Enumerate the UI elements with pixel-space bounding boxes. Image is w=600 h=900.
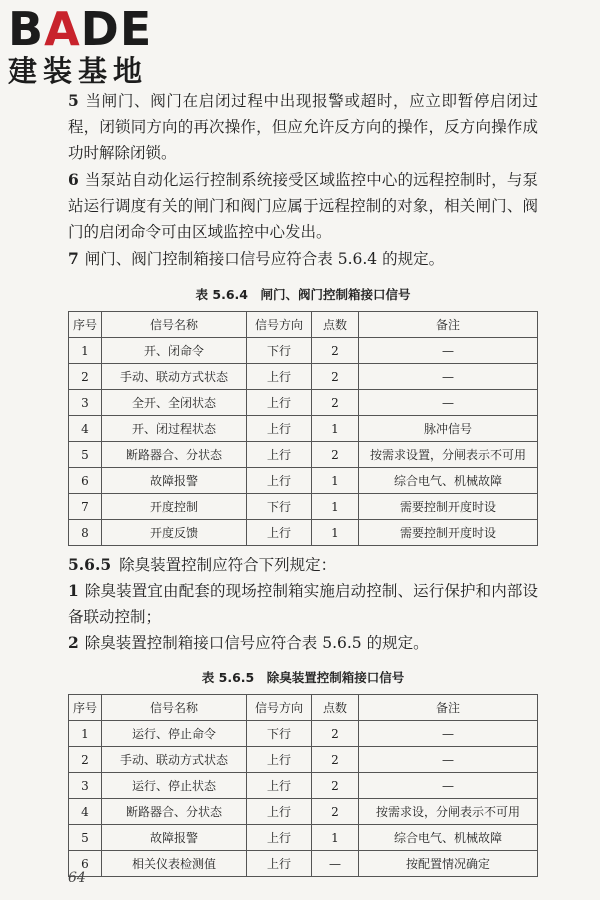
col-header: 备注 bbox=[359, 312, 538, 338]
cell: 综合电气、机械故障 bbox=[359, 468, 538, 494]
cell: 断路器合、分状态 bbox=[102, 442, 247, 468]
cell: 1 bbox=[312, 416, 359, 442]
cell: 1 bbox=[312, 468, 359, 494]
paragraph-number: 7 bbox=[68, 249, 79, 268]
cell: 需要控制开度时设 bbox=[359, 494, 538, 520]
cell: 上行 bbox=[247, 364, 312, 390]
cell: 6 bbox=[69, 468, 102, 494]
cell: — bbox=[359, 773, 538, 799]
cell: 2 bbox=[312, 799, 359, 825]
table-row bbox=[69, 721, 538, 747]
cell: 2 bbox=[312, 364, 359, 390]
cell: 3 bbox=[69, 390, 102, 416]
cell: 2 bbox=[312, 773, 359, 799]
cell: — bbox=[359, 364, 538, 390]
cell: 综合电气、机械故障 bbox=[359, 825, 538, 851]
table-row bbox=[69, 747, 538, 773]
table-row bbox=[69, 338, 538, 364]
cell: 7 bbox=[69, 494, 102, 520]
table-row bbox=[69, 520, 538, 546]
paragraph-text: 当闸门、阀门在启闭过程中出现报警或超时，应立即暂停启闭过程，闭锁同方向的再次操作，但应允许反方向的操作，反方向操作成功时解除闭锁。 bbox=[68, 92, 538, 162]
col-header: 序号 bbox=[69, 312, 102, 338]
table-row bbox=[69, 825, 538, 851]
item-number: 2 bbox=[68, 633, 79, 652]
cell: — bbox=[359, 390, 538, 416]
cell: 开度控制 bbox=[102, 494, 247, 520]
cell: 故障报警 bbox=[102, 468, 247, 494]
cell: 上行 bbox=[247, 390, 312, 416]
cell: 开、闭过程状态 bbox=[102, 416, 247, 442]
clause-5-6-5 bbox=[68, 552, 538, 578]
paragraph-7 bbox=[68, 246, 538, 272]
cell: 按需求设置，分闸表示不可用 bbox=[359, 442, 538, 468]
cell: 按配置情况确定 bbox=[359, 851, 538, 877]
cell: 故障报警 bbox=[102, 825, 247, 851]
cell: 按需求设，分闸表示不可用 bbox=[359, 799, 538, 825]
table-caption-5-6-4: 表 5.6.4 闸门、阀门控制箱接口信号 bbox=[195, 287, 411, 302]
page-number: 64 bbox=[68, 870, 86, 886]
cell: 手动、联动方式状态 bbox=[102, 747, 247, 773]
cell: 下行 bbox=[247, 338, 312, 364]
table-header-row bbox=[69, 312, 538, 338]
item-text: 除臭装置控制箱接口信号应符合表 5.6.5 的规定。 bbox=[84, 634, 429, 652]
table-caption-5-6-5: 表 5.6.5 除臭装置控制箱接口信号 bbox=[201, 670, 405, 685]
cell: 2 bbox=[312, 390, 359, 416]
cell: 手动、联动方式状态 bbox=[102, 364, 247, 390]
cell: 6 bbox=[69, 851, 102, 877]
table-row bbox=[69, 442, 538, 468]
cell: 全开、全闭状态 bbox=[102, 390, 247, 416]
cell: 5 bbox=[69, 825, 102, 851]
cell: 上行 bbox=[247, 468, 312, 494]
paragraph-text: 闸门、阀门控制箱接口信号应符合表 5.6.4 的规定。 bbox=[84, 250, 445, 268]
table-row bbox=[69, 851, 538, 877]
cell: — bbox=[359, 338, 538, 364]
cell: 上行 bbox=[247, 747, 312, 773]
cell: 1 bbox=[312, 520, 359, 546]
paragraph-text: 当泵站自动化运行控制系统接受区域监控中心的远程控制时，与泵站运行调度有关的闸门和阀门应属于远程控制的对象，相关闸门、阀门的启闭命令可由区域监控中心发出。 bbox=[68, 171, 538, 241]
table-row bbox=[69, 364, 538, 390]
cell: 上行 bbox=[247, 799, 312, 825]
clause-number: 5.6.5 bbox=[68, 555, 112, 574]
cell: 2 bbox=[312, 721, 359, 747]
col-header: 信号方向 bbox=[247, 312, 312, 338]
col-header: 信号名称 bbox=[102, 695, 247, 721]
cell: 1 bbox=[69, 338, 102, 364]
cell: 运行、停止命令 bbox=[102, 721, 247, 747]
cell: 5 bbox=[69, 442, 102, 468]
table-row bbox=[69, 416, 538, 442]
cell: 运行、停止状态 bbox=[102, 773, 247, 799]
cell: 上行 bbox=[247, 851, 312, 877]
col-header: 点数 bbox=[312, 312, 359, 338]
cell: 上行 bbox=[247, 520, 312, 546]
cell: 8 bbox=[69, 520, 102, 546]
table-row bbox=[69, 390, 538, 416]
cell: 上行 bbox=[247, 442, 312, 468]
logo-mark: BADE bbox=[8, 2, 153, 56]
cell: 断路器合、分状态 bbox=[102, 799, 247, 825]
cell: 开度反馈 bbox=[102, 520, 247, 546]
cell: 1 bbox=[69, 721, 102, 747]
cell: 4 bbox=[69, 799, 102, 825]
cell: 1 bbox=[312, 494, 359, 520]
item-text: 除臭装置宜由配套的现场控制箱实施启动控制、运行保护和内部设备联动控制； bbox=[68, 582, 538, 626]
col-header: 备注 bbox=[359, 695, 538, 721]
cell: 开、闭命令 bbox=[102, 338, 247, 364]
cell: — bbox=[359, 721, 538, 747]
col-header: 信号方向 bbox=[247, 695, 312, 721]
clause-item-1 bbox=[68, 578, 538, 630]
cell: 2 bbox=[312, 338, 359, 364]
cell: — bbox=[359, 747, 538, 773]
cell: 上行 bbox=[247, 773, 312, 799]
cell: 4 bbox=[69, 416, 102, 442]
cell: 脉冲信号 bbox=[359, 416, 538, 442]
cell: — bbox=[312, 851, 359, 877]
paragraph-number: 5 bbox=[68, 91, 79, 110]
signal-table-5-6-5 bbox=[68, 694, 538, 877]
table-row bbox=[69, 494, 538, 520]
table-row bbox=[69, 799, 538, 825]
paragraph-5 bbox=[68, 88, 538, 166]
signal-table-5-6-4 bbox=[68, 311, 538, 546]
clause-item-2 bbox=[68, 630, 538, 656]
paragraph-6 bbox=[68, 167, 538, 245]
cell: 2 bbox=[312, 747, 359, 773]
cell: 需要控制开度时设 bbox=[359, 520, 538, 546]
cell: 3 bbox=[69, 773, 102, 799]
cell: 上行 bbox=[247, 825, 312, 851]
watermark-logo bbox=[8, 4, 183, 92]
cell: 2 bbox=[312, 442, 359, 468]
cell: 相关仪表检测值 bbox=[102, 851, 247, 877]
cell: 上行 bbox=[247, 416, 312, 442]
col-header: 点数 bbox=[312, 695, 359, 721]
cell: 2 bbox=[69, 747, 102, 773]
cell: 下行 bbox=[247, 494, 312, 520]
paragraph-number: 6 bbox=[68, 170, 79, 189]
table-header-row bbox=[69, 695, 538, 721]
col-header: 序号 bbox=[69, 695, 102, 721]
cell: 2 bbox=[69, 364, 102, 390]
col-header: 信号名称 bbox=[102, 312, 247, 338]
item-number: 1 bbox=[68, 581, 79, 600]
cell: 1 bbox=[312, 825, 359, 851]
clause-text: 除臭装置控制应符合下列规定： bbox=[119, 556, 337, 574]
table-row bbox=[69, 773, 538, 799]
logo-subtitle: 建装基地 bbox=[8, 54, 149, 88]
table-row bbox=[69, 468, 538, 494]
cell: 下行 bbox=[247, 721, 312, 747]
